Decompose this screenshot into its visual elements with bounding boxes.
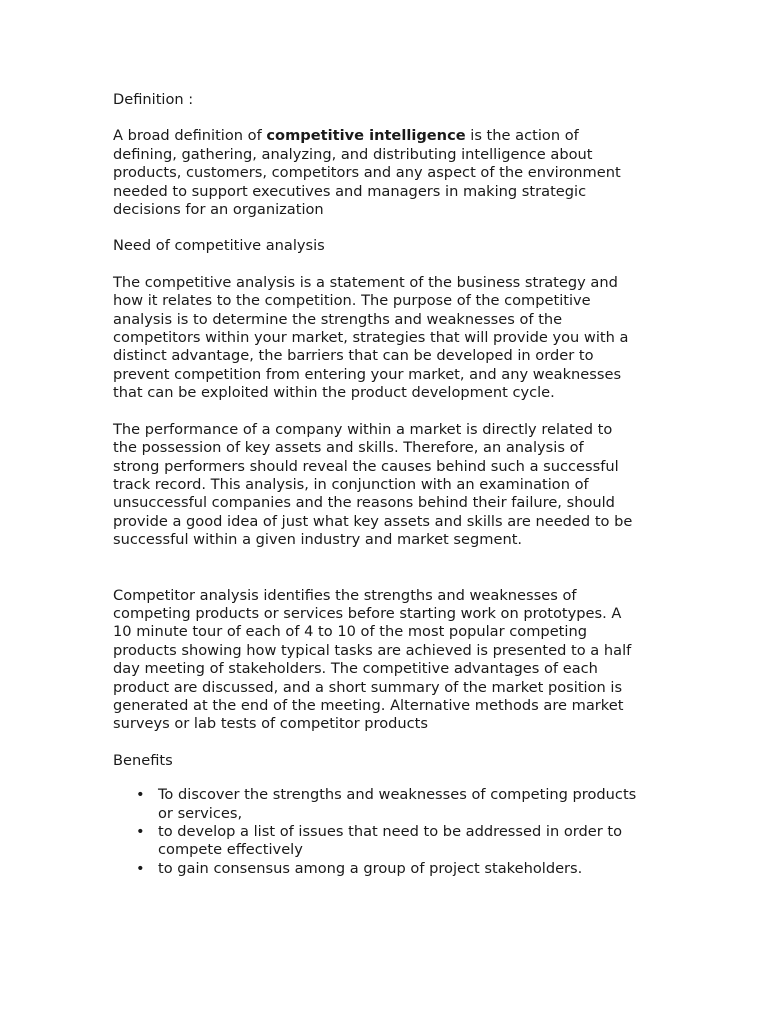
benefit-text: to develop a list of issues that need to be addressed in order to compete effectively <box>158 823 623 859</box>
benefits-list <box>113 786 673 878</box>
benefit-text: to gain consensus among a group of project stakeholders. <box>158 859 583 877</box>
bullet-icon: • <box>136 823 145 840</box>
definition-paragraph <box>113 127 673 219</box>
list-item <box>136 859 673 878</box>
definition-term: competitive intelligence <box>266 127 466 145</box>
benefit-text: To discover the strengths and weaknesses of competing products or services, <box>158 786 637 822</box>
list-item <box>136 786 673 823</box>
definition-text-after: is the action of defining, gathering, analyzing, and distributing intelligence about products, customers, competitors and any aspect of the environment needed to support executives and managers in making strategic decisions for an organization <box>113 127 621 219</box>
definition-heading: Definition : <box>113 91 194 108</box>
paragraph-competitive-analysis: The competitive analysis is a statement of the business strategy and how it relates to the competition. The purpose of the competitive analysis is to determine the strengths and weaknesses of the competitors within your market, strategies that will provide you with a distinct advantage, the barriers that can be developed in order to prevent competition from entering your market, and any weaknesses that can be exploited within the product development cycle. <box>113 273 629 402</box>
bullet-icon: • <box>136 786 145 804</box>
paragraph-competitor-analysis: Competitor analysis identifies the strengths and weaknesses of competing products or services before starting work on prototypes. A 10 minute tour of each of 4 to 10 of the most popular competing products showing how typical tasks are achieved is presented to a half day meeting of stakeholders. The competitive advantages of each product are discussed, and a short summary of the market position is generated at the end of the meeting. Alternative methods are market surveys or lab tests of competitor products <box>113 586 632 733</box>
document-page <box>113 91 673 878</box>
need-heading: Need of competitive analysis <box>113 237 325 255</box>
paragraph-performance: The performance of a company within a market is directly related to the possession of key assets and skills. Therefore, an analysis of strong performers should reveal the causes behind such a successful track record. This analysis, in conjunction with an examination of unsuccessful companies and the reasons behind their failure, should provide a good idea of just what key assets and skills are needed to be successful within a given industry and market segment. <box>113 420 633 549</box>
list-item <box>136 823 673 860</box>
definition-text-before: A broad definition of <box>113 127 267 145</box>
bullet-icon: • <box>136 859 145 877</box>
benefits-heading: Benefits <box>113 751 173 769</box>
